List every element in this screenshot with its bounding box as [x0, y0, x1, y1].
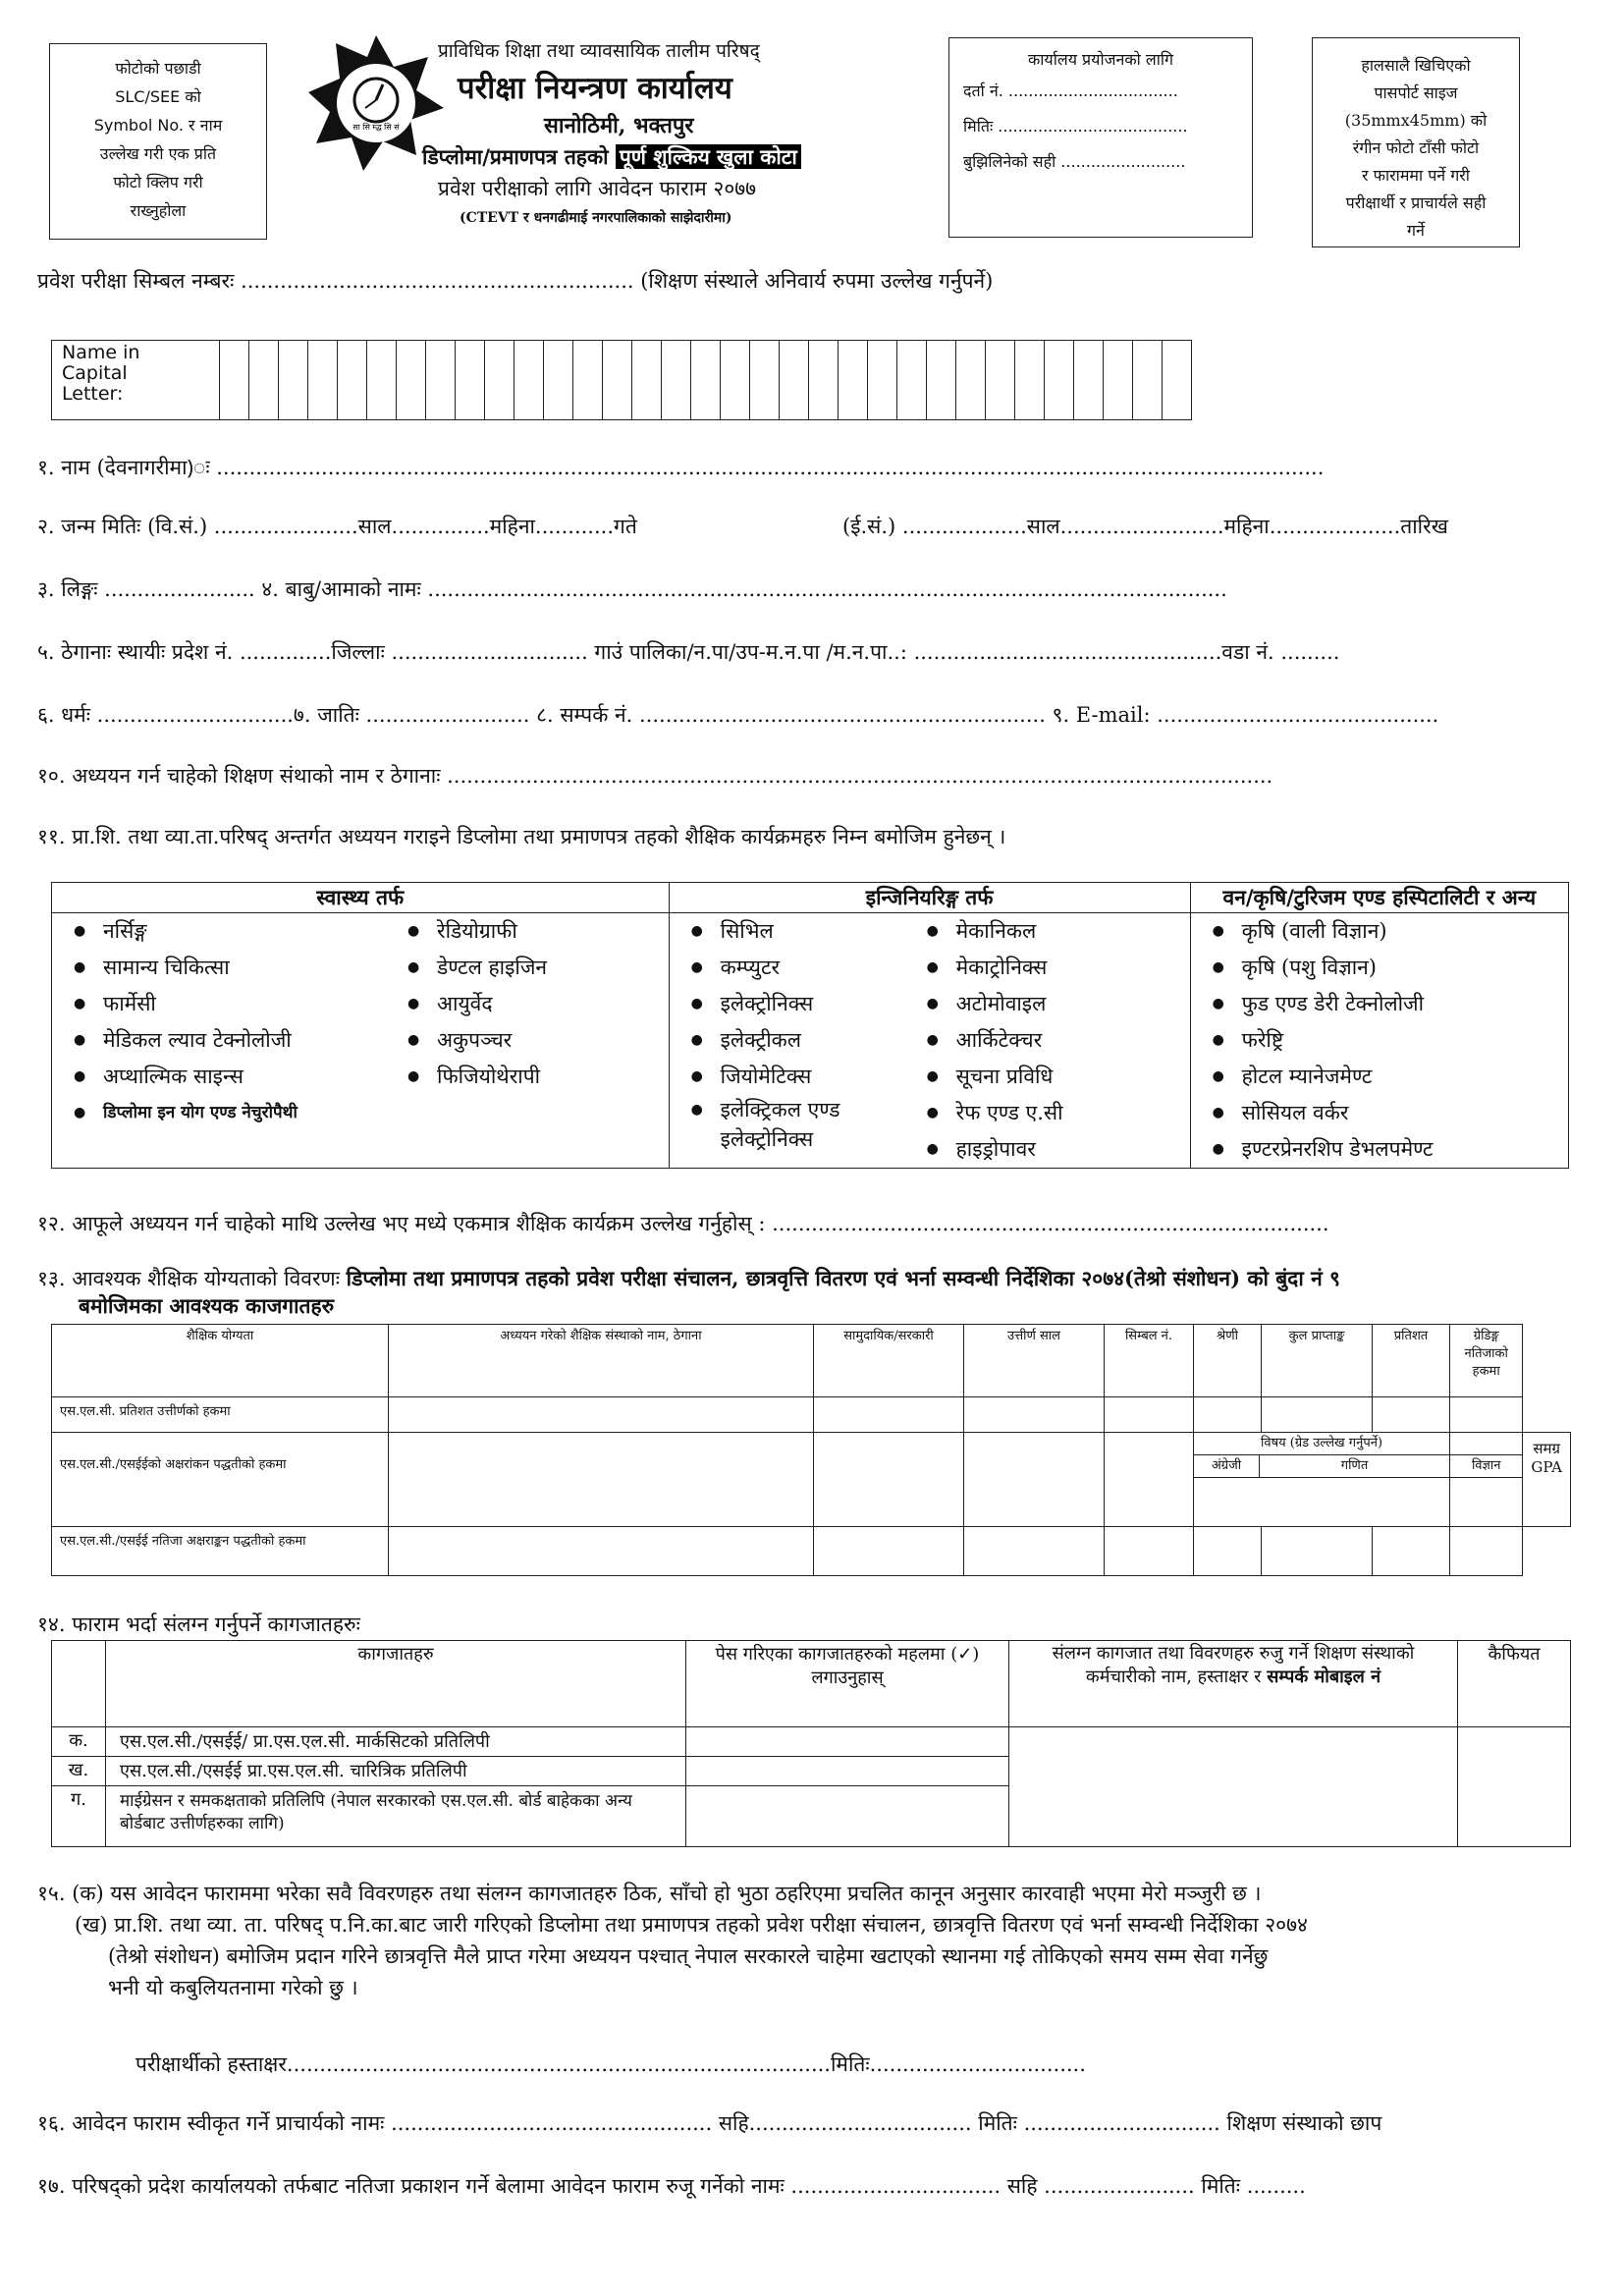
- photo-note-line: (35mmx45mm) को: [1344, 111, 1488, 130]
- letter-cell[interactable]: [1133, 341, 1163, 420]
- program-item: ● सूचना प्रविधि: [905, 1059, 1190, 1095]
- qual-col-header: सामुदायिक/सरकारी: [814, 1325, 964, 1397]
- institution-field[interactable]: १०. अध्ययन गर्न चाहेको शिक्षण संथाको नाम र ठेगानाः ..............................................................................................................................: [37, 764, 1273, 788]
- program-item: ● अकुपञ्चर: [386, 1022, 669, 1059]
- qual-cell[interactable]: [1450, 1527, 1523, 1576]
- doc-sn: ख.: [52, 1757, 106, 1786]
- program-item: ● अप्थाल्मिक साइन्स: [52, 1059, 386, 1095]
- doc-check-cell[interactable]: [686, 1757, 1009, 1786]
- office-use-box: [948, 37, 1253, 238]
- qual-cell[interactable]: [389, 1433, 814, 1527]
- qual-cell[interactable]: [964, 1527, 1105, 1576]
- declaration-b-line2: (तेश्रो संशोधन) बमोजिम प्रदान गरिने छात्रवृत्ति मैले प्राप्त गरेमा अध्ययन पश्चात् नेपाल सरकारले चाहेमा खटाएको स्थानमा गई तोकिएको समय सम्म सेवा गर्नेछु: [108, 1944, 1269, 1968]
- verifier-cell[interactable]: [1009, 1727, 1458, 1847]
- qual-cell[interactable]: [1262, 1397, 1373, 1433]
- letter-cell[interactable]: [662, 341, 691, 420]
- council-name: प्राविधिक शिक्षा तथा व्यावसायिक तालीम परिषद्: [438, 40, 760, 62]
- program-item: ● डेण्टल हाइजिन: [386, 950, 669, 986]
- subject-math: गणित: [1340, 1458, 1369, 1473]
- photo-note-line: र फाराममा पर्ने गरी: [1362, 166, 1470, 185]
- name-devanagari-field[interactable]: १. नाम (देवनागरीमा)ः .........................................................................................................................................................................: [37, 456, 1325, 479]
- letter-cell[interactable]: [397, 341, 426, 420]
- documents-intro: १४. फाराम भर्दा संलग्न गर्नुपर्ने कागजातहरुः: [37, 1613, 360, 1636]
- program-item: ● कृषि (वाली विज्ञान): [1191, 913, 1568, 950]
- form-title: प्रवेश परीक्षाको लागि आवेदन फाराम २०७७: [438, 177, 757, 200]
- doc-name: एस.एल.सी./एसईई/ प्रा.एस.एल.सी. मार्कसिटको प्रतिलिपी: [106, 1727, 686, 1757]
- doc-name: एस.एल.सी./एसईई प्रा.एस.एल.सी. चारित्रिक प्रतिलिपी: [106, 1757, 686, 1786]
- letter-cell[interactable]: [485, 341, 514, 420]
- letter-cell[interactable]: [544, 341, 573, 420]
- documents-table: [51, 1640, 1571, 1847]
- subject-science-cell: [1450, 1433, 1523, 1527]
- photo-back-note-box: [49, 43, 267, 240]
- program-item: ● कृषि (पशु विज्ञान): [1191, 950, 1568, 986]
- program-item: ● इण्टरप्रेनरशिप डेभलपमेण्ट: [1191, 1131, 1568, 1168]
- program-item: ● जियोमेटिक्स: [670, 1059, 905, 1095]
- programs-intro: ११. प्रा.शि. तथा व्या.ता.परिषद् अन्तर्गत अध्ययन गराइने डिप्लोमा तथा प्रमाणपत्र तहको शैक्षिक कार्यक्रमहरु निम्न बमोजिम हुनेछन् ।: [37, 825, 1006, 848]
- letter-cell[interactable]: [1045, 341, 1074, 420]
- qual-col-header: प्रतिशत: [1373, 1325, 1450, 1397]
- letter-cell[interactable]: [367, 341, 397, 420]
- photo-note-line: गर्ने: [1407, 221, 1425, 240]
- letter-cell[interactable]: [986, 341, 1015, 420]
- letter-cell[interactable]: [927, 341, 956, 420]
- photo-note-line: हालसालै खिचिएको: [1361, 56, 1471, 75]
- letter-cell[interactable]: [603, 341, 632, 420]
- program-item: ● रेडियोग्राफी: [386, 913, 669, 950]
- declaration-a: १५. (क) यस आवेदन फाराममा भरेका सवै विवरणहरु तथा संलग्न कागजातहरु ठिक, साँचो हो भुठा ठहरिएमा प्रचलित कानून अनुसार कारवाही भएमा मेरो मञ्जुरी छ ।: [37, 1882, 1262, 1905]
- dob-bs-field[interactable]: २. जन्म मितिः (वि.सं.) ......................साल...............महिना............गते: [37, 515, 637, 538]
- symbol-number-field[interactable]: प्रवेश परीक्षा सिम्बल नम्बरः ............................................................ (शिक्षण संस्थाले अनिवार्य रुपमा उल्लेख गर्नुपर्ने): [37, 269, 994, 293]
- letter-cell[interactable]: [456, 341, 485, 420]
- partnership-note: (CTEVT र धनगढीमाई नगरपालिकाको साझेदारीमा): [460, 210, 732, 226]
- program-item: ● अटोमोवाइल: [905, 986, 1190, 1022]
- subject-science: विज्ञान: [1450, 1455, 1522, 1478]
- letter-cell[interactable]: [750, 341, 780, 420]
- quota-prefix: डिप्लोमा/प्रमाणपत्र तहको: [422, 144, 609, 169]
- principal-approval-field[interactable]: १६. आवेदन फाराम स्वीकृत गर्ने प्राचार्यको नामः ................................................. सहि.................................. मितिः .............................. शिक्षण संस्थाको छाप: [37, 2111, 1382, 2135]
- remarks-cell[interactable]: [1458, 1727, 1571, 1847]
- program-item: ● होटल म्यानेजमेण्ट: [1191, 1059, 1568, 1095]
- letter-cell[interactable]: [249, 341, 279, 420]
- program-item: ● आर्किटेक्चर: [905, 1022, 1190, 1059]
- program-item: ● आयुर्वेद: [386, 986, 669, 1022]
- program-item: ● फिजियोथेरापी: [386, 1059, 669, 1095]
- photo-note-line: रंगीन फोटो टाँसी फोटो: [1352, 138, 1480, 157]
- qual-col-header: श्रेणी: [1194, 1325, 1262, 1397]
- doc-name: माईग्रेसन र समकक्षताको प्रतिलिपि (नेपाल सरकारको एस.एल.सी. बोर्ड बाहेकका अन्य बोर्डबाट उत्तीर्णहरुका लागि): [106, 1786, 686, 1847]
- office-use-row: दर्ता नं. ..................................: [963, 82, 1178, 100]
- note-line: राख्नुहोला: [130, 201, 187, 220]
- subject-english: अंग्रेजी: [1194, 1455, 1260, 1477]
- program-item: ● हाइड्रोपावर: [905, 1131, 1190, 1168]
- health-header: स्वास्थ्य तर्फ: [52, 883, 670, 913]
- letter-cell[interactable]: [868, 341, 897, 420]
- letter-cell[interactable]: [1074, 341, 1104, 420]
- qual-col-header: शैक्षिक योग्यता: [52, 1325, 389, 1397]
- note-line: SLC/SEE को: [115, 87, 201, 106]
- doc-col-header: संलग्न कागजात तथा विवरणहरु रुजु गर्ने शिक्षण संस्थाको कर्मचारीको नाम, हस्ताक्षर र सम्पर्क मोबाइल नं: [1009, 1641, 1458, 1727]
- doc-col-header: पेस गरिएका कागजातहरुको महलमा (✓) लगाउनुहास्: [686, 1641, 1009, 1727]
- program-item: ● इलेक्ट्रोनिक्स: [670, 986, 905, 1022]
- doc-col-header: कागजातहरु: [106, 1641, 686, 1727]
- qual-cell[interactable]: [1105, 1527, 1194, 1576]
- qual-cell[interactable]: [964, 1397, 1105, 1433]
- letter-cell[interactable]: [514, 341, 544, 420]
- subject-grades: [1194, 1433, 1450, 1527]
- letter-cell[interactable]: [839, 341, 868, 420]
- letter-cell[interactable]: [426, 341, 456, 420]
- chosen-program-field[interactable]: १२. आफूले अध्ययन गर्न चाहेको माथि उल्लेख भए मध्ये एकमात्र शैक्षिक कार्यक्रम उल्लेख गर्नुहोस् : .....................................................................................: [37, 1212, 1329, 1235]
- office-name: परीक्षा नियन्त्रण कार्यालय: [458, 71, 732, 106]
- engineering-header: इन्जिनियरिङ्ग तर्फ: [669, 883, 1190, 913]
- letter-cell[interactable]: [632, 341, 662, 420]
- doc-check-cell[interactable]: [686, 1786, 1009, 1847]
- programs-table: [51, 882, 1569, 1169]
- photo-note-line: पासपोर्ट साइज: [1374, 83, 1458, 102]
- declaration-b-line1: (ख) प्रा.शि. तथा व्या. ता. परिषद् प.नि.का.बाट जारी गरिएको डिप्लोमा तथा प्रमाणपत्र तहको प्रवेश परीक्षा संचालन, छात्रवृत्ति वितरण एवं भर्ना सम्वन्धी निर्देशिका २०७४: [75, 1913, 1308, 1937]
- letter-cell[interactable]: [1163, 341, 1192, 420]
- note-line: उल्लेख गरी एक प्रति: [99, 144, 217, 163]
- program-item: ● सामान्य चिकित्सा: [52, 950, 386, 986]
- letter-cell[interactable]: [691, 341, 721, 420]
- program-item: ● रेफ एण्ड ए.सी: [905, 1095, 1190, 1131]
- letter-cell[interactable]: [338, 341, 367, 420]
- program-item: ● कम्प्युटर: [670, 950, 905, 986]
- capital-name-label: Name in Capital Letter:: [52, 341, 220, 420]
- council-verifier-field[interactable]: १७. परिषद्को प्रदेश कार्यालयको तर्फबाट नतिजा प्रकाशन गर्ने बेलामा आवेदन फाराम रुजू गर्नेको नामः ................................ सहि ....................... मितिः .........: [37, 2174, 1306, 2198]
- qual-cell[interactable]: [389, 1397, 814, 1433]
- quota-highlight: पूर्ण शुल्किय खुला कोटा: [616, 144, 801, 169]
- overall-gpa: समग्र GPA: [1523, 1433, 1571, 1527]
- letter-cell[interactable]: [1015, 341, 1045, 420]
- other-header: वन/कृषि/टुरिजम एण्ड हस्पिटालिटी र अन्य: [1190, 883, 1568, 913]
- program-item: ● डिप्लोमा इन योग एण्ड नेचुरोपैथी: [52, 1095, 386, 1131]
- seal-lettering: सा सि म्द्ध सि सं: [352, 123, 400, 132]
- program-item: ● नर्सिङ्ग: [52, 913, 386, 950]
- qualification-directive: डिप्लोमा तथा प्रमाणपत्र तहको प्रवेश परीक्षा संचालन, छात्रवृत्ति वितरण एवं भर्ना सम्वन्धी निर्देशिका २०७४(तेश्रो संशोधन) को बुंदा नं ९: [346, 1266, 1340, 1290]
- program-item: ● फार्मेसी: [52, 986, 386, 1022]
- address-field[interactable]: ५. ठेगानाः स्थायीः प्रदेश नं. ..............जिल्लाः .............................. गाउं पालिका/न.पा/उप-म.न.पा /म.न.पा..: ...............................................वडा नं. .........: [37, 640, 1340, 664]
- letter-cell[interactable]: [220, 341, 249, 420]
- photo-paste-box[interactable]: [1312, 37, 1520, 247]
- qual-cell[interactable]: [1373, 1527, 1450, 1576]
- subject-header: विषय (ग्रेड उल्लेख गर्नुपर्ने): [1194, 1433, 1449, 1455]
- office-use-row: मितिः ......................................: [963, 117, 1188, 136]
- program-item: ● इलेक्ट्रिकल एण्ड इलेक्ट्रोनिक्स: [670, 1095, 878, 1158]
- letter-cell[interactable]: [573, 341, 603, 420]
- qual-cell[interactable]: [389, 1527, 814, 1576]
- qual-row-label: एस.एल.सी. प्रतिशत उत्तीर्णको हकमा: [52, 1397, 389, 1433]
- program-item: ● फरेष्ट्रि: [1191, 1022, 1568, 1059]
- program-item: ● मेकानिकल: [905, 913, 1190, 950]
- program-item: ● सोसियल वर्कर: [1191, 1095, 1568, 1131]
- qual-col-header: कुल प्राप्ताङ्क: [1262, 1325, 1373, 1397]
- qual-cell[interactable]: [814, 1433, 964, 1527]
- qual-col-header: उत्तीर्ण साल: [964, 1325, 1105, 1397]
- program-item: ● मेडिकल ल्याव टेक्नोलोजी: [52, 1022, 386, 1059]
- qualification-intro: १३. आवश्यक शैक्षिक योग्यताको विवरणः: [37, 1267, 340, 1290]
- note-line: फोटो क्लिप गरी: [113, 173, 203, 191]
- qual-row-label: एस.एल.सी./एसईईको अक्षरांकन पद्धतीको हकमा: [52, 1433, 389, 1527]
- religion-caste-contact-field[interactable]: ६. धर्मः ..............................७. जातिः ......................... ८. सम्पर्क नं. .............................................................. ९. E-mail: ...........................................: [37, 703, 1439, 727]
- qual-cell[interactable]: [964, 1433, 1105, 1527]
- dob-ad-field[interactable]: (ई.सं.) ...................साल.........................महिना....................तारिख: [842, 515, 1448, 538]
- capital-name-grid[interactable]: [51, 340, 1192, 420]
- photo-note-line: परीक्षार्थी र प्राचार्यले सही: [1345, 193, 1487, 212]
- gender-parent-field[interactable]: ३. लिङ्गः ....................... ४. बाबु/आमाको नामः ..........................................................................................................................: [37, 577, 1227, 601]
- qual-cell[interactable]: [1105, 1397, 1194, 1433]
- note-line: फोटोको पछाडी: [115, 59, 201, 78]
- qualification-table: [51, 1324, 1571, 1576]
- program-item: ● मेकाट्रोनिक्स: [905, 950, 1190, 986]
- office-use-row: बुझिलिनेको सही .........................: [963, 152, 1186, 171]
- doc-col-header: कैफियत: [1458, 1641, 1571, 1727]
- qual-cell[interactable]: [1373, 1397, 1450, 1433]
- letter-cell[interactable]: [721, 341, 750, 420]
- qual-cell[interactable]: [1105, 1433, 1194, 1527]
- letter-cell[interactable]: [279, 341, 308, 420]
- qualification-directive-cont: बमोजिमका आवश्यक काजगातहरु: [79, 1293, 335, 1318]
- qual-cell[interactable]: [814, 1397, 964, 1433]
- doc-sn: क.: [52, 1727, 106, 1757]
- note-line: Symbol No. र नाम: [93, 116, 223, 135]
- program-item: ● सिभिल: [670, 913, 905, 950]
- letter-cell[interactable]: [780, 341, 809, 420]
- letter-cell[interactable]: [308, 341, 338, 420]
- letter-cell[interactable]: [1104, 341, 1133, 420]
- letter-cell[interactable]: [956, 341, 986, 420]
- qual-col-header: ग्रेडिङ्ग नतिजाको हकमा: [1450, 1325, 1523, 1397]
- qual-cell[interactable]: [814, 1527, 964, 1576]
- doc-sn: ग.: [52, 1786, 106, 1847]
- qual-col-header: अध्ययन गरेको शैक्षिक संस्थाको नाम, ठेगाना: [389, 1325, 814, 1397]
- letter-cell[interactable]: [809, 341, 839, 420]
- qual-col-header: सिम्बल नं.: [1105, 1325, 1194, 1397]
- office-use-title: कार्यालय प्रयोजनको लागि: [1027, 50, 1173, 69]
- qual-cell[interactable]: [1194, 1527, 1262, 1576]
- qual-cell[interactable]: [1194, 1397, 1262, 1433]
- qual-cell[interactable]: [1450, 1397, 1523, 1433]
- candidate-signature-field[interactable]: परीक्षार्थीको हस्ताक्षर...................................................................................मितिः.................................: [135, 2052, 1086, 2076]
- doc-check-cell[interactable]: [686, 1727, 1009, 1757]
- program-item: ● फुड एण्ड डेरी टेक्नोलोजी: [1191, 986, 1568, 1022]
- qual-cell[interactable]: [1262, 1527, 1373, 1576]
- program-item: ● इलेक्ट्रीकल: [670, 1022, 905, 1059]
- letter-cell[interactable]: [897, 341, 927, 420]
- qual-row-label: एस.एल.सी./एसईई नतिजा अक्षराङ्कन पद्धतीको हकमा: [52, 1527, 389, 1576]
- declaration-b-line3: भनी यो कबुलियतनामा गरेको छु ।: [108, 1976, 358, 1999]
- office-location: सानोठिमी, भक्तपुर: [544, 113, 694, 138]
